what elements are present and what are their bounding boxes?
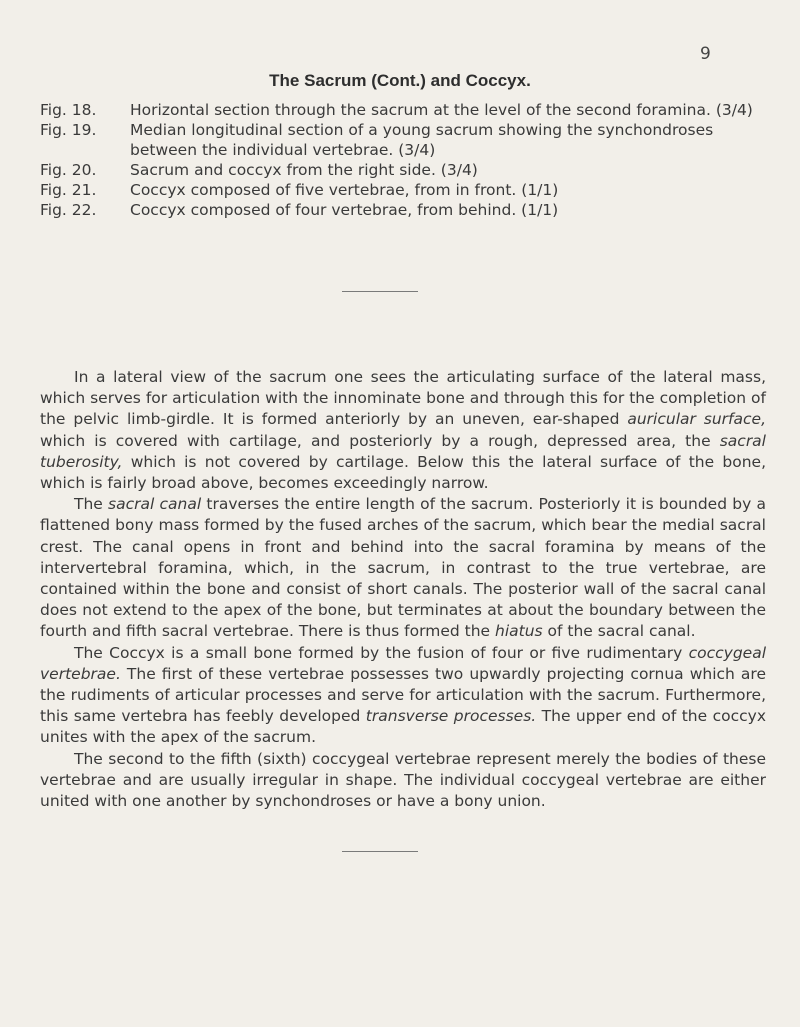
figure-caption (40, 100, 770, 120)
text-run: traverses the entire length of the sacrum. Posteriorly it is bounded by a flattened bony mass formed by the fused arches of the sacrum, which bear the medial sacral crest. The canal opens in front and behind into the sacral foramina by means of the intervertebral foramina, which, in the sacrum, in contrast to the true vertebrae, are contained within the bone and consist of short canals. The posterior wall of the sacral canal does not extend to the apex of the bone, but terminates at about the boundary between the fourth and fifth sacral vertebrae. There is thus formed the (40, 495, 766, 641)
text-run: which is not covered by cartilage. Below this the lateral surface of the bone, which is fairly broad above, becomes exceedingly narrow. (40, 452, 766, 493)
paragraph (40, 643, 766, 749)
figure-caption-text: Coccyx composed of five vertebrae, from in front. (1/1) (130, 181, 559, 199)
figure-number: Fig. 20. (40, 161, 97, 179)
italic-term: sacral canal (108, 495, 202, 514)
italic-term: transverse processes. (365, 707, 537, 726)
figure-caption-text: Median longitudinal section of a young sacrum showing the synchondroses between the individual vertebrae. (3/4) (130, 121, 714, 159)
text-run: of the sacral canal. (542, 622, 696, 641)
figure-number: Fig. 18. (40, 101, 97, 119)
section-divider (342, 291, 418, 292)
text-run: The Coccyx is a small bone formed by the fusion of four or five rudimentary (74, 643, 689, 662)
page-number: 9 (700, 44, 711, 64)
italic-term: hiatus (495, 622, 543, 641)
paragraph (40, 749, 766, 813)
body-text (40, 367, 766, 812)
italic-term: auricular surface, (627, 410, 767, 429)
figure-caption (40, 120, 770, 160)
italic-term: sacral tuberosity, (40, 431, 766, 471)
figure-caption-text: Coccyx composed of four vertebrae, from behind. (1/1) (130, 201, 559, 219)
figure-caption-text: Horizontal section through the sacrum at the level of the second foramina. (3/4) (130, 101, 753, 119)
paragraph (40, 494, 766, 642)
page-heading: The Sacrum (Cont.) and Coccyx. (269, 71, 531, 90)
text-run: In a lateral view of the sacrum one sees the articulating surface of the lateral mass, which serves for articulation with the innominate bone and through this for the completion of the pelvic limb-girdle. It is formed anteriorly by an uneven, ear-shaped (40, 368, 766, 429)
italic-term: coccygeal vertebrae. (40, 643, 766, 683)
figure-caption (40, 180, 770, 200)
figure-caption-text: Sacrum and coccyx from the right side. (3/4) (130, 161, 478, 179)
section-divider (342, 851, 418, 852)
text-run: The upper end of the coccyx unites with the apex of the sacrum. (40, 707, 766, 747)
figure-caption (40, 200, 770, 220)
figure-number: Fig. 19. (40, 121, 97, 139)
figure-number: Fig. 22. (40, 201, 97, 219)
figure-caption-list (40, 100, 770, 220)
figure-number: Fig. 21. (40, 181, 97, 199)
text-run: The (74, 495, 109, 514)
figure-caption (40, 160, 770, 180)
text-run: which is covered with cartilage, and posteriorly by a rough, depressed area, the (40, 431, 720, 450)
paragraph (40, 367, 766, 494)
text-run: The second to the fifth (sixth) coccygeal vertebrae represent merely the bodies of these vertebrae and are usually irregular in shape. The individual coccygeal vertebrae are either united with one another by synchondroses or have a bony union. (40, 749, 766, 811)
text-run: The first of these vertebrae possesses two upwardly projecting cornua which are the rudiments of articular processes and serve for articulation with the sacrum. Furthermore, this same vertebra has feebly developed (40, 664, 766, 726)
